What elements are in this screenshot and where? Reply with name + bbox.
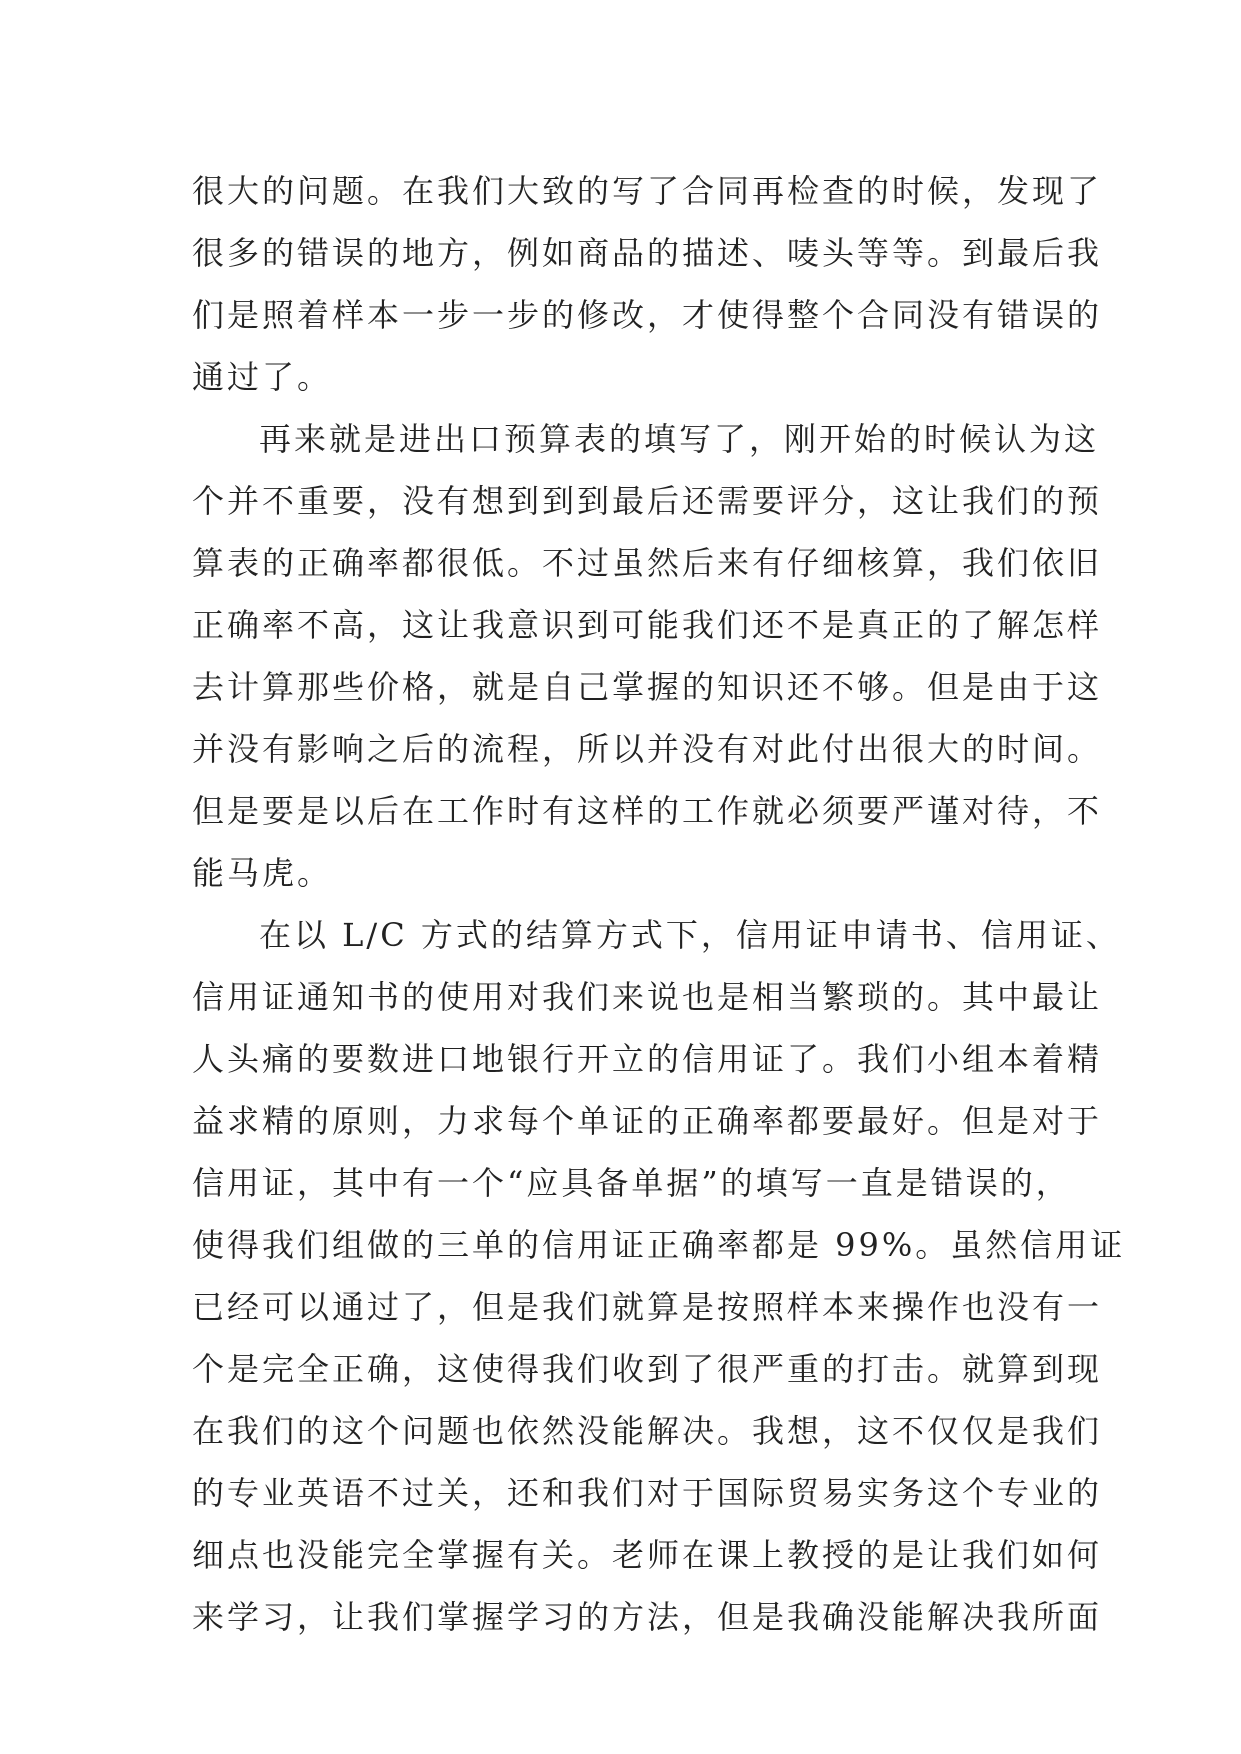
text-line: 来学习，让我们掌握学习的方法，但是我确没能解决我所面	[192, 1598, 1103, 1636]
text-line: 个是完全正确，这使得我们收到了很严重的打击。就算到现	[192, 1350, 1103, 1388]
text-line: 人头痛的要数进口地银行开立的信用证了。我们小组本着精	[192, 1040, 1103, 1078]
paragraph-first-line: 再来就是进出口预算表的填写了，刚开始的时候认为这	[259, 420, 1100, 458]
text-line: 在我们的这个问题也依然没能解决。我想，这不仅仅是我们	[192, 1412, 1103, 1450]
text-line: 算表的正确率都很低。不过虽然后来有仔细核算，我们依旧	[192, 544, 1103, 582]
text-line: 信用证通知书的使用对我们来说也是相当繁琐的。其中最让	[192, 978, 1103, 1016]
text-line: 益求精的原则，力求每个单证的正确率都要最好。但是对于	[192, 1102, 1103, 1140]
text-line: 们是照着样本一步一步的修改，才使得整个合同没有错误的	[192, 296, 1103, 334]
text-line: 的专业英语不过关，还和我们对于国际贸易实务这个专业的	[192, 1474, 1103, 1512]
text-line: 能马虎。	[192, 854, 333, 892]
body-text	[192, 160, 1126, 1648]
text-line: 信用证，其中有一个“应具备单据”的填写一直是错误的，	[192, 1164, 1071, 1202]
text-line: 使得我们组做的三单的信用证正确率都是 99%。虽然信用证	[192, 1226, 1126, 1264]
text-line: 个并不重要，没有想到到到最后还需要评分，这让我们的预	[192, 482, 1103, 520]
text-line: 细点也没能完全掌握有关。老师在课上教授的是让我们如何	[192, 1536, 1103, 1574]
text-line: 很多的错误的地方，例如商品的描述、唛头等等。到最后我	[192, 234, 1103, 272]
paragraph-first-line: 在以 L/C 方式的结算方式下，信用证申请书、信用证、	[259, 916, 1121, 954]
text-line: 通过了。	[192, 358, 333, 396]
text-line: 正确率不高，这让我意识到可能我们还不是真正的了解怎样	[192, 606, 1103, 644]
text-line: 已经可以通过了，但是我们就算是按照样本来操作也没有一	[192, 1288, 1103, 1326]
text-line: 去计算那些价格，就是自己掌握的知识还不够。但是由于这	[192, 668, 1103, 706]
text-line: 但是要是以后在工作时有这样的工作就必须要严谨对待，不	[192, 792, 1103, 830]
text-line: 并没有影响之后的流程，所以并没有对此付出很大的时间。	[192, 730, 1103, 768]
text-line: 很大的问题。在我们大致的写了合同再检查的时候，发现了	[192, 172, 1103, 210]
